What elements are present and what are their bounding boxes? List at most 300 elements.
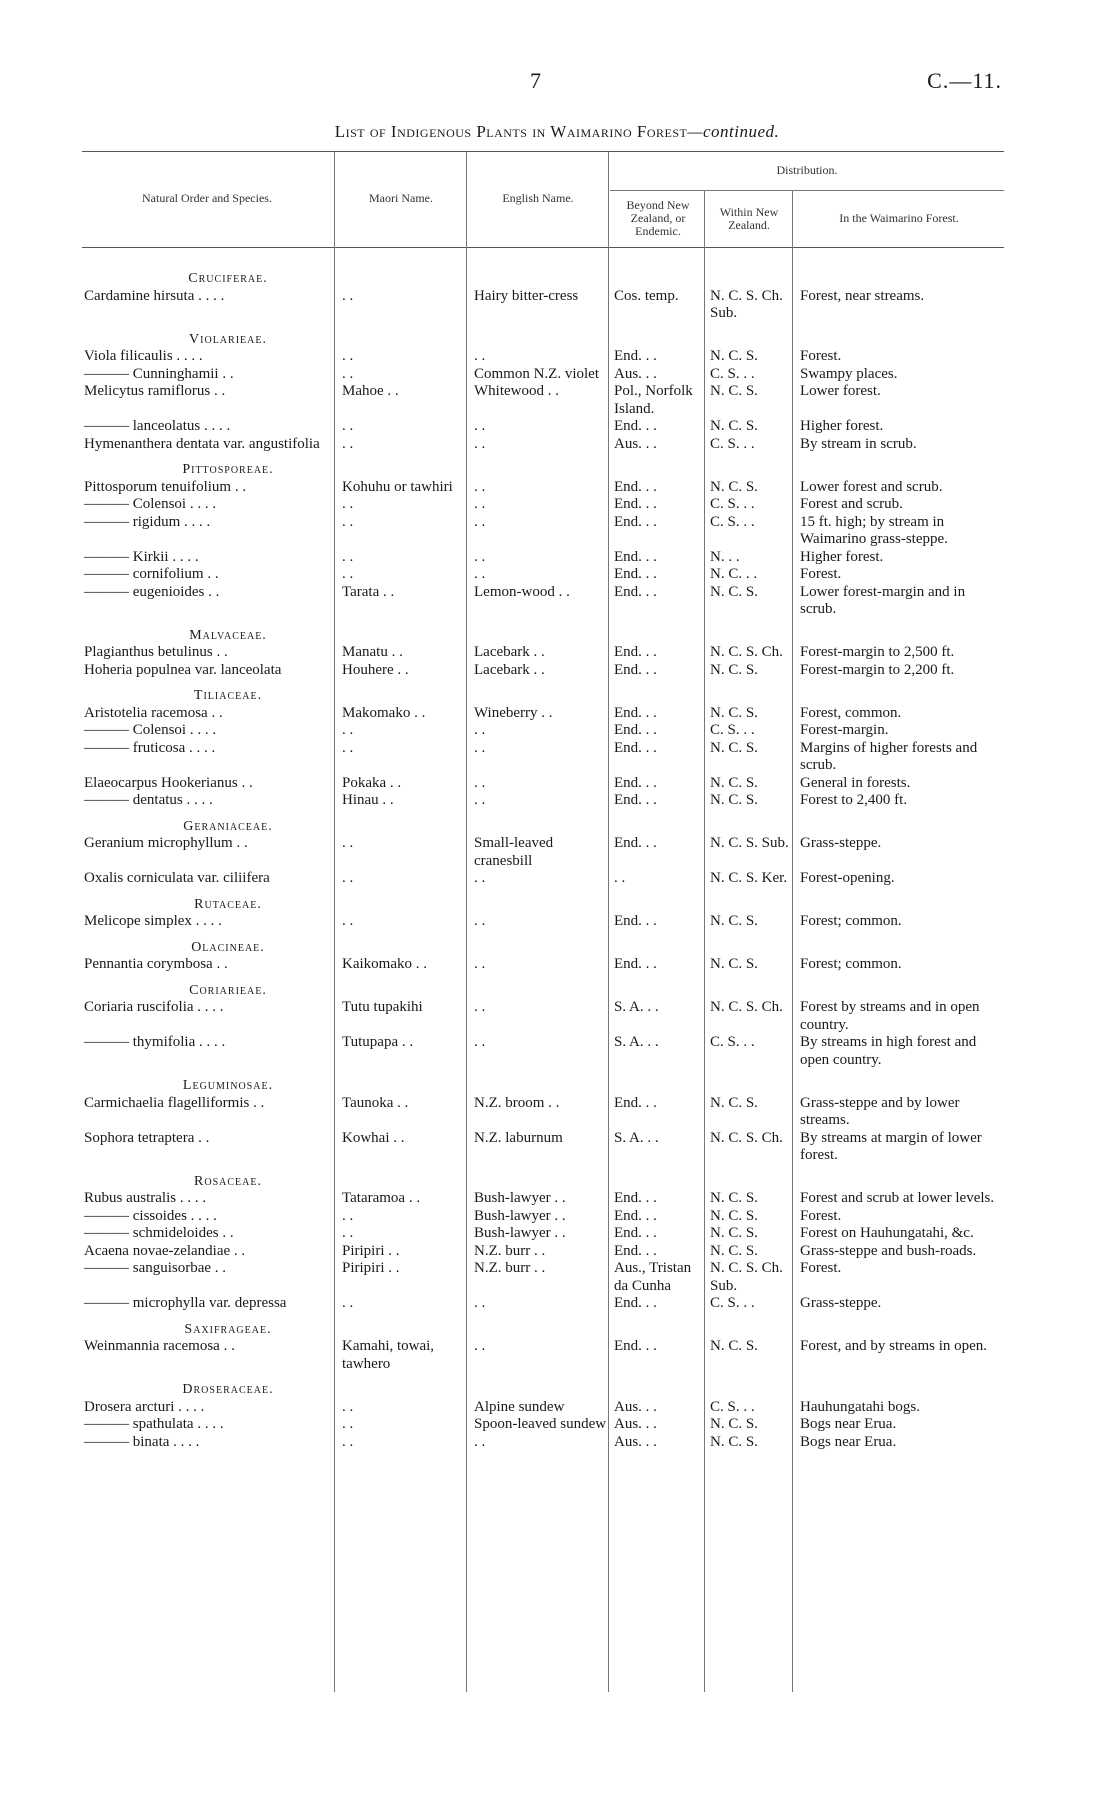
beyond-nz-cell: End. . . — [614, 644, 657, 660]
within-nz-cell: N. C. S. Ch. Sub. — [710, 1260, 783, 1294]
english-name-cell: . . — [474, 792, 486, 808]
species-cell: ——— microphylla var. depressa — [84, 1295, 287, 1311]
maori-name-cell: Kamahi, towai, tawhero — [342, 1338, 435, 1372]
beyond-nz-cell: Aus. . . — [614, 1398, 657, 1415]
waimarino-forest-cell: Forest and scrub. — [800, 496, 903, 512]
species-cell: Acaena novae-zelandiae . . — [84, 1242, 246, 1259]
empty-cell — [466, 679, 608, 705]
empty-cell — [608, 1165, 704, 1191]
english-name-cell: Spoon-leaved sundew — [474, 1416, 607, 1432]
empty-cell — [704, 453, 792, 479]
table-row — [82, 740, 1004, 775]
waimarino-forest-cell: Grass-steppe and by lower streams. — [800, 1094, 960, 1128]
empty-cell — [466, 262, 608, 288]
english-name-cell: . . — [474, 1295, 486, 1311]
table-row — [82, 662, 1004, 680]
empty-cell — [466, 974, 608, 1000]
beyond-nz-cell: End. . . — [614, 566, 657, 582]
maori-name-cell: Hinau . . — [342, 792, 394, 808]
english-name-cell: Lacebark . . — [474, 661, 545, 678]
empty-cell — [608, 619, 704, 645]
beyond-nz-cell: End. . . — [614, 548, 657, 565]
within-nz-cell: N. C. S. — [710, 383, 758, 399]
beyond-nz-cell: End. . . — [614, 1207, 657, 1224]
table-row — [82, 1034, 1004, 1069]
family-name: Rutaceae. — [194, 896, 262, 912]
english-name-cell: Whitewood . . — [474, 383, 559, 399]
table-row — [82, 479, 1004, 497]
english-name-cell: Lacebark . . — [474, 644, 545, 660]
english-name-cell: N.Z. burr . . — [474, 1260, 546, 1276]
empty-cell — [608, 453, 704, 479]
maori-name-cell: . . — [342, 1295, 354, 1311]
species-cell: Sophora tetraptera . . — [84, 1129, 210, 1146]
beyond-nz-cell: End. . . — [614, 739, 657, 756]
waimarino-forest-cell: Bogs near Erua. — [800, 1433, 897, 1450]
english-name-cell: . . — [474, 1034, 486, 1050]
family-name: Rosaceae. — [194, 1173, 262, 1189]
english-name-cell: . . — [474, 435, 486, 452]
title-main: List of Indigenous Plants in Waimarino Forest — [334, 122, 688, 141]
table-row — [82, 870, 1004, 888]
header-beyond: Beyond New Zealand, or Endemic. — [626, 198, 690, 238]
species-cell: ——— cornifolium . . — [84, 566, 219, 582]
beyond-nz-cell: End. . . — [614, 583, 657, 600]
maori-name-cell: . . — [342, 1433, 354, 1450]
species-cell: ——— Kirkii . . . . — [84, 548, 199, 565]
waimarino-forest-cell: By streams at margin of lower forest. — [800, 1129, 982, 1163]
maori-name-cell: . . — [342, 496, 354, 512]
within-nz-cell: N. C. S. — [710, 1190, 758, 1206]
beyond-nz-cell: S. A. . . — [614, 1034, 659, 1050]
maori-name-cell: . . — [342, 870, 354, 886]
english-name-cell: . . — [474, 956, 486, 972]
english-name-cell: N.Z. burr . . — [474, 1242, 546, 1259]
maori-name-cell: Manatu . . — [342, 644, 403, 660]
beyond-nz-cell: End. . . — [614, 496, 657, 512]
waimarino-forest-cell: Forest on Hauhungatahi, &c. — [800, 1225, 974, 1241]
maori-name-cell: Taunoka . . — [342, 1094, 409, 1111]
table-row — [82, 956, 1004, 974]
within-nz-cell: N. C. S. — [710, 739, 758, 756]
species-cell: Pennantia corymbosa . . — [84, 956, 228, 972]
waimarino-forest-cell: Higher forest. — [800, 548, 884, 565]
empty-cell — [704, 1313, 792, 1339]
empty-cell — [792, 974, 1004, 1000]
species-cell: Geranium microphyllum . . — [84, 835, 248, 851]
species-cell: ——— dentatus . . . . — [84, 792, 213, 808]
waimarino-forest-cell: By streams in high forest and open country. — [800, 1034, 977, 1068]
beyond-nz-cell: End. . . — [614, 1295, 657, 1311]
empty-cell — [334, 1373, 466, 1399]
family-row — [82, 1165, 1004, 1191]
maori-name-cell: Houhere . . — [342, 661, 409, 678]
within-nz-cell: C. S. . . — [710, 435, 755, 452]
family-row — [82, 262, 1004, 288]
species-cell: Hymenanthera dentata var. angustifolia — [84, 435, 320, 452]
english-name-cell: Bush-lawyer . . — [474, 1207, 566, 1224]
table-row — [82, 436, 1004, 454]
empty-cell — [334, 453, 466, 479]
english-name-cell: Hairy bitter-cress — [474, 287, 579, 304]
header-bottom-rule — [82, 247, 1004, 248]
empty-cell — [704, 679, 792, 705]
waimarino-forest-cell: Grass-steppe. — [800, 1295, 882, 1311]
family-row — [82, 619, 1004, 645]
waimarino-forest-cell: Forest. — [800, 1207, 842, 1224]
beyond-nz-cell: Aus., Tristan da Cunha — [614, 1260, 692, 1294]
within-nz-cell: N. C. S. — [710, 1338, 758, 1354]
empty-cell — [792, 262, 1004, 288]
waimarino-forest-cell: Lower forest-margin and in scrub. — [800, 583, 966, 617]
species-cell: Melicytus ramiflorus . . — [84, 383, 226, 399]
waimarino-forest-cell: Forest; common. — [800, 956, 902, 972]
beyond-nz-cell: Aus. . . — [614, 1416, 657, 1432]
empty-cell — [792, 323, 1004, 349]
maori-name-cell: . . — [342, 1207, 354, 1224]
english-name-cell: . . — [474, 478, 486, 495]
species-cell: Cardamine hirsuta . . . . — [84, 287, 225, 304]
empty-cell — [334, 1069, 466, 1095]
table-row — [82, 584, 1004, 619]
table-row — [82, 1399, 1004, 1417]
species-cell: ——— Cunninghamii . . — [84, 365, 234, 382]
empty-cell — [704, 323, 792, 349]
distribution-subrule — [610, 190, 1004, 191]
family-row — [82, 323, 1004, 349]
within-nz-cell: N. C. S. — [710, 704, 758, 721]
maori-name-cell: . . — [342, 835, 354, 851]
header-top-rule — [82, 151, 1004, 152]
waimarino-forest-cell: General in forests. — [800, 774, 911, 791]
species-cell: Drosera arcturi . . . . — [84, 1398, 205, 1415]
species-cell: ——— spathulata . . . . — [84, 1416, 224, 1432]
empty-cell — [334, 619, 466, 645]
waimarino-forest-cell: Higher forest. — [800, 418, 884, 434]
within-nz-cell: N. C. S. Ker. — [710, 870, 788, 886]
page-number: 7 — [530, 68, 541, 93]
within-nz-cell: N. C. S. — [710, 1094, 758, 1111]
empty-cell — [792, 1313, 1004, 1339]
within-nz-cell: N. C. S. Ch. — [710, 999, 783, 1015]
waimarino-forest-cell: Forest by streams and in open country. — [800, 999, 980, 1033]
species-cell: Plagianthus betulinus . . — [84, 644, 228, 660]
maori-name-cell: . . — [342, 287, 354, 304]
empty-cell — [608, 974, 704, 1000]
maori-name-cell: . . — [342, 739, 354, 756]
within-nz-cell: C. S. . . — [710, 513, 755, 530]
english-name-cell: . . — [474, 496, 486, 512]
table-row — [82, 792, 1004, 810]
maori-name-cell: Mahoe . . — [342, 383, 399, 399]
family-name: Saxifrageae. — [184, 1321, 272, 1337]
empty-cell — [334, 810, 466, 836]
waimarino-forest-cell: Forest; common. — [800, 913, 902, 929]
waimarino-forest-cell: Forest-margin to 2,500 ft. — [800, 644, 955, 660]
empty-cell — [792, 1069, 1004, 1095]
family-name: Violarieae. — [189, 331, 267, 347]
table-row — [82, 722, 1004, 740]
within-nz-cell: N. C. S. — [710, 583, 758, 600]
table-row — [82, 1243, 1004, 1261]
waimarino-forest-cell: Lower forest and scrub. — [800, 478, 943, 495]
table-row — [82, 1260, 1004, 1295]
beyond-nz-cell: End. . . — [614, 513, 657, 530]
maori-name-cell: Tataramoa . . — [342, 1190, 421, 1206]
within-nz-cell: N. C. S. — [710, 774, 758, 791]
family-name: Leguminosae. — [182, 1078, 274, 1093]
species-cell: ——— Colensoi . . . . — [84, 496, 217, 512]
waimarino-forest-cell: Hauhungatahi bogs. — [800, 1398, 920, 1415]
empty-cell — [466, 1313, 608, 1339]
table-row — [82, 913, 1004, 931]
header-species: Natural Order and Species. — [142, 191, 272, 205]
empty-cell — [334, 262, 466, 288]
english-name-cell: . . — [474, 548, 486, 565]
within-nz-cell: C. S. . . — [710, 1034, 755, 1050]
within-nz-cell: N. C. S. — [710, 792, 758, 808]
title-suffix: —continued. — [687, 122, 780, 141]
table-row — [82, 496, 1004, 514]
beyond-nz-cell: End. . . — [614, 1094, 657, 1111]
species-cell: ——— cissoides . . . . — [84, 1207, 217, 1224]
empty-cell — [792, 679, 1004, 705]
species-cell: ——— lanceolatus . . . . — [84, 418, 231, 434]
beyond-nz-cell: End. . . — [614, 661, 657, 678]
empty-cell — [334, 931, 466, 957]
empty-cell — [466, 323, 608, 349]
family-name: Pittosporeae. — [182, 462, 274, 477]
table-row — [82, 644, 1004, 662]
empty-cell — [792, 1373, 1004, 1399]
beyond-nz-cell: End. . . — [614, 1190, 657, 1206]
table-row — [82, 288, 1004, 323]
maori-name-cell: . . — [342, 913, 354, 929]
english-name-cell: Common N.Z. violet — [474, 365, 599, 382]
maori-name-cell: Piripiri . . — [342, 1242, 400, 1259]
empty-cell — [704, 1069, 792, 1095]
empty-cell — [704, 1165, 792, 1191]
empty-cell — [466, 1165, 608, 1191]
empty-cell — [704, 810, 792, 836]
family-row — [82, 931, 1004, 957]
empty-cell — [608, 931, 704, 957]
header-waimarino: In the Waimarino Forest. — [839, 211, 959, 225]
waimarino-forest-cell: By stream in scrub. — [800, 435, 917, 452]
empty-cell — [704, 262, 792, 288]
waimarino-forest-cell: Forest. — [800, 1260, 842, 1276]
maori-name-cell: . . — [342, 1225, 354, 1241]
table-row — [82, 1130, 1004, 1165]
within-nz-cell: N. C. . . — [710, 566, 758, 582]
beyond-nz-cell: Aus. . . — [614, 365, 657, 382]
maori-name-cell: . . — [342, 418, 354, 434]
empty-cell — [466, 888, 608, 914]
waimarino-forest-cell: Swampy places. — [800, 365, 898, 382]
species-cell: ——— rigidum . . . . — [84, 513, 211, 530]
family-row — [82, 810, 1004, 836]
table-row — [82, 1434, 1004, 1452]
within-nz-cell: N. C. S. — [710, 1225, 758, 1241]
english-name-cell: Bush-lawyer . . — [474, 1225, 566, 1241]
species-cell: Rubus australis . . . . — [84, 1190, 207, 1206]
empty-cell — [334, 888, 466, 914]
plant-table — [82, 262, 1004, 1451]
waimarino-forest-cell: Grass-steppe. — [800, 835, 882, 851]
maori-name-cell: . . — [342, 566, 354, 582]
maori-name-cell: . . — [342, 513, 354, 530]
beyond-nz-cell: Aus. . . — [614, 1433, 657, 1450]
species-cell: Oxalis corniculata var. ciliifera — [84, 870, 270, 886]
species-cell: ——— fruticosa . . . . — [84, 739, 216, 756]
empty-cell — [792, 453, 1004, 479]
species-cell: ——— thymifolia . . . . — [84, 1034, 226, 1050]
empty-cell — [704, 1373, 792, 1399]
table-row — [82, 1208, 1004, 1226]
waimarino-forest-cell: Bogs near Erua. — [800, 1416, 897, 1432]
empty-cell — [334, 1165, 466, 1191]
within-nz-cell: C. S. . . — [710, 1295, 755, 1311]
family-name: Coriarieae. — [189, 982, 267, 998]
english-name-cell: N.Z. broom . . — [474, 1094, 560, 1111]
plant-table-body — [82, 262, 1004, 1451]
family-name: Olacineae. — [191, 939, 265, 955]
maori-name-cell: . . — [342, 548, 354, 565]
maori-name-cell: . . — [342, 722, 354, 738]
empty-cell — [608, 1069, 704, 1095]
english-name-cell: Bush-lawyer . . — [474, 1190, 566, 1206]
empty-cell — [704, 888, 792, 914]
family-name: Tiliaceae. — [193, 688, 263, 703]
family-row — [82, 1069, 1004, 1095]
species-cell: ——— schmideloides . . — [84, 1225, 234, 1241]
empty-cell — [334, 1313, 466, 1339]
empty-cell — [466, 810, 608, 836]
empty-cell — [704, 974, 792, 1000]
waimarino-forest-cell: Forest-margin to 2,200 ft. — [800, 661, 955, 678]
english-name-cell: . . — [474, 999, 486, 1015]
maori-name-cell: . . — [342, 365, 354, 382]
english-name-cell: . . — [474, 739, 486, 756]
waimarino-forest-cell: Forest, common. — [800, 704, 902, 721]
species-cell: Viola filicaulis . . . . — [84, 348, 203, 364]
english-name-cell: Lemon-wood . . — [474, 583, 570, 600]
empty-cell — [466, 1069, 608, 1095]
species-cell: Carmichaelia flagelliformis . . — [84, 1094, 265, 1111]
empty-cell — [608, 888, 704, 914]
within-nz-cell: N. C. S. Ch. — [710, 1129, 783, 1146]
within-nz-cell: N. C. S. — [710, 418, 758, 434]
beyond-nz-cell: End. . . — [614, 1338, 657, 1354]
table-row — [82, 1225, 1004, 1243]
empty-cell — [466, 453, 608, 479]
waimarino-forest-cell: Forest, and by streams in open. — [800, 1338, 988, 1354]
english-name-cell: Alpine sundew — [474, 1398, 565, 1415]
english-name-cell: . . — [474, 1338, 486, 1354]
empty-cell — [334, 323, 466, 349]
species-cell: ——— Colensoi . . . . — [84, 722, 217, 738]
within-nz-cell: N. C. S. — [710, 1433, 758, 1450]
header-maori: Maori Name. — [369, 191, 433, 205]
empty-cell — [608, 1373, 704, 1399]
family-row — [82, 679, 1004, 705]
table-row — [82, 383, 1004, 418]
beyond-nz-cell: End. . . — [614, 1242, 657, 1259]
empty-cell — [704, 619, 792, 645]
maori-name-cell: Pokaka . . — [342, 774, 402, 791]
english-name-cell: . . — [474, 418, 486, 434]
maori-name-cell: Makomako . . — [342, 704, 426, 721]
beyond-nz-cell: Aus. . . — [614, 435, 657, 452]
waimarino-forest-cell: Lower forest. — [800, 383, 881, 399]
species-cell: Pittosporum tenuifolium . . — [84, 478, 247, 495]
within-nz-cell: C. S. . . — [710, 365, 755, 382]
maori-name-cell: . . — [342, 1398, 354, 1415]
maori-name-cell: Kohuhu or tawhiri — [342, 478, 453, 495]
within-nz-cell: N. C. S. — [710, 478, 758, 495]
within-nz-cell: N. C. S. — [710, 661, 758, 678]
species-cell: ——— binata . . . . — [84, 1433, 200, 1450]
maori-name-cell: . . — [342, 1416, 354, 1432]
species-cell: Hoheria populnea var. lanceolata — [84, 661, 282, 678]
within-nz-cell: N. C. S. — [710, 348, 758, 364]
header-within: Within New Zealand. — [719, 205, 779, 232]
english-name-cell: . . — [474, 1433, 486, 1450]
empty-cell — [608, 262, 704, 288]
english-name-cell: . . — [474, 722, 486, 738]
maori-name-cell: . . — [342, 348, 354, 364]
maori-name-cell: Kowhai . . — [342, 1129, 405, 1146]
table-row — [82, 1338, 1004, 1373]
waimarino-forest-cell: Grass-steppe and bush-roads. — [800, 1242, 977, 1259]
english-name-cell: . . — [474, 348, 486, 364]
empty-cell — [466, 1373, 608, 1399]
family-row — [82, 888, 1004, 914]
species-cell: Coriaria ruscifolia . . . . — [84, 999, 224, 1015]
waimarino-forest-cell: Margins of higher forests and scrub. — [800, 739, 978, 773]
table-row — [82, 705, 1004, 723]
waimarino-forest-cell: Forest. — [800, 348, 842, 364]
english-name-cell: . . — [474, 566, 486, 582]
species-cell: Elaeocarpus Hookerianus . . — [84, 774, 253, 791]
beyond-nz-cell: End. . . — [614, 956, 657, 972]
english-name-cell: . . — [474, 913, 486, 929]
table-row — [82, 835, 1004, 870]
maori-name-cell: Piripiri . . — [342, 1260, 400, 1276]
within-nz-cell: N. C. S. — [710, 1242, 758, 1259]
waimarino-forest-cell: 15 ft. high; by stream in Waimarino grass-steppe. — [800, 513, 948, 547]
species-cell: Weinmannia racemosa . . — [84, 1338, 235, 1354]
beyond-nz-cell: End. . . — [614, 835, 657, 851]
empty-cell — [608, 810, 704, 836]
maori-name-cell: Tutupapa . . — [342, 1034, 414, 1050]
table-row — [82, 1295, 1004, 1313]
waimarino-forest-cell: Forest-opening. — [800, 870, 895, 886]
family-name: Cruciferae. — [188, 271, 268, 286]
species-cell: Melicope simplex . . . . — [84, 913, 222, 929]
family-name: Droseraceae. — [182, 1382, 274, 1397]
within-nz-cell: C. S. . . — [710, 1398, 755, 1415]
within-nz-cell: N. C. S. — [710, 956, 758, 972]
beyond-nz-cell: S. A. . . — [614, 1129, 659, 1146]
waimarino-forest-cell: Forest, near streams. — [800, 287, 925, 304]
empty-cell — [608, 679, 704, 705]
family-row — [82, 974, 1004, 1000]
species-cell: ——— sanguisorbae . . — [84, 1260, 227, 1276]
table-row — [82, 999, 1004, 1034]
waimarino-forest-cell: Forest and scrub at lower levels. — [800, 1190, 995, 1206]
species-cell: Aristotelia racemosa . . — [84, 704, 223, 721]
